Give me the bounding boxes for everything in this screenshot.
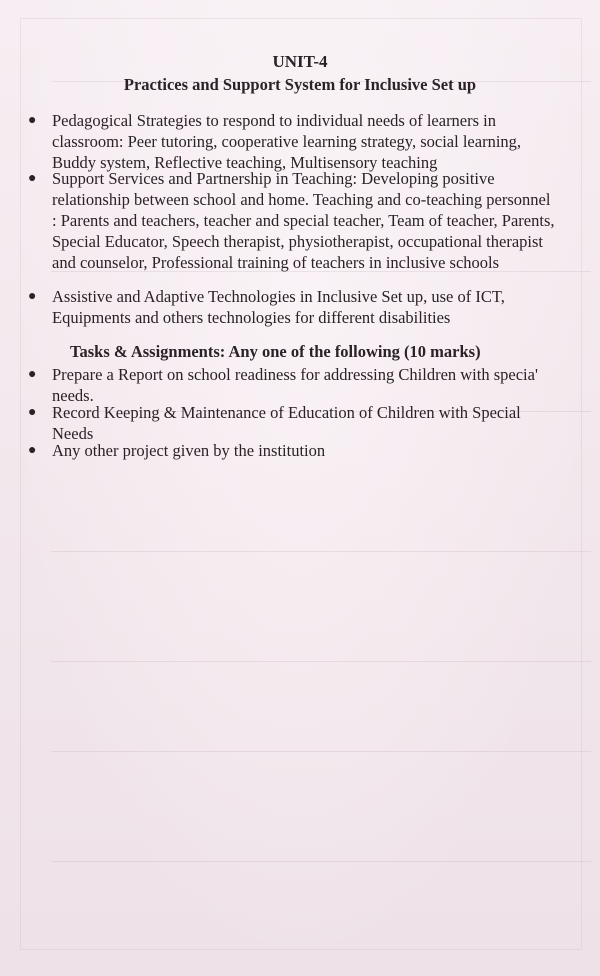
bullet-dot-icon: ● [28, 405, 37, 420]
list-item [28, 110, 558, 173]
list-item [28, 402, 558, 444]
list-item-text: Prepare a Report on school readiness for addressing Children with specia' needs. [52, 365, 538, 405]
unit-subtitle: Practices and Support System for Inclusive Set up [123, 75, 477, 94]
list-item [28, 440, 558, 461]
list-item-text: Assistive and Adaptive Technologies in Inclusive Set up, use of ICT, Equipments and others technologies for different disabilities [52, 287, 505, 327]
list-item-text: Record Keeping & Maintenance of Education of Children with Special Needs [52, 403, 521, 443]
unit-title: UNIT-4 [272, 52, 328, 71]
list-item [28, 286, 558, 328]
tasks-heading: Tasks & Assignments: Any one of the following (10 marks) [70, 342, 481, 361]
list-item-text: Pedagogical Strategies to respond to individual needs of learners in classroom: Peer tutoring, cooperative learning strategy, social learning, Buddy system, Reflective teaching, Multisensory teaching [52, 111, 522, 172]
bullet-dot-icon: ● [28, 171, 37, 186]
bullet-dot-icon: ● [28, 443, 37, 458]
list-item [28, 168, 558, 273]
bullet-dot-icon: ● [28, 113, 37, 128]
list-item-text: Any other project given by the institution [52, 441, 326, 460]
list-item-text: Support Services and Partnership in Teaching: Developing positive relationship between school and home. Teaching and co-teaching personnel : Parents and teachers, teacher and special teacher, Team of teacher, Parents, Special Educator, Speech therapist, physiotherapist, occupational therapist and counselor, Professional training of teachers in inclusive schools [52, 169, 555, 272]
bullet-dot-icon: ● [28, 289, 37, 304]
list-item [28, 364, 558, 406]
bullet-dot-icon: ● [28, 367, 37, 382]
